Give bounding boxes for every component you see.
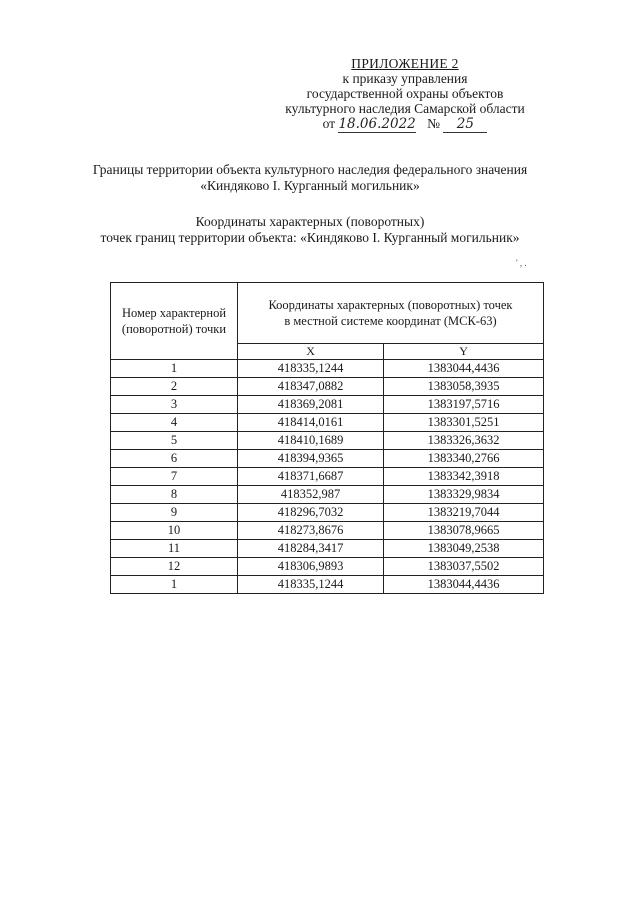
header-x: X bbox=[238, 344, 384, 360]
header-point-line-2: (поворотной) точки bbox=[121, 322, 227, 336]
cell-point: 9 bbox=[111, 504, 238, 522]
table-row bbox=[111, 576, 544, 594]
header-y: Y bbox=[384, 344, 544, 360]
header-coord-line-2: в местной системе координат (МСК-63) bbox=[284, 314, 497, 328]
appendix-title: ПРИЛОЖЕНИЕ 2 bbox=[351, 56, 459, 71]
cell-x: 418306,9893 bbox=[238, 558, 384, 576]
cell-point: 10 bbox=[111, 522, 238, 540]
appendix-line-1: к приказу управления bbox=[342, 71, 468, 86]
cell-point: 2 bbox=[111, 378, 238, 396]
scan-mark: ' , . bbox=[516, 258, 527, 268]
cell-y: 1383301,5251 bbox=[384, 414, 544, 432]
cell-x: 418369,2081 bbox=[238, 396, 384, 414]
document-heading bbox=[60, 162, 560, 194]
cell-x: 418296,7032 bbox=[238, 504, 384, 522]
header-coord-line-1: Координаты характерных (поворотных) точек bbox=[268, 298, 513, 312]
cell-x: 418347,0882 bbox=[238, 378, 384, 396]
heading-line-2: «Киндяково I. Курганный могильник» bbox=[200, 178, 420, 193]
cell-point: 8 bbox=[111, 486, 238, 504]
table-row bbox=[111, 468, 544, 486]
cell-y: 1383197,5716 bbox=[384, 396, 544, 414]
table-caption bbox=[60, 214, 560, 246]
cell-y: 1383340,2766 bbox=[384, 450, 544, 468]
cell-x: 418410,1689 bbox=[238, 432, 384, 450]
cell-x: 418352,987 bbox=[238, 486, 384, 504]
cell-y: 1383078,9665 bbox=[384, 522, 544, 540]
cell-x: 418371,6687 bbox=[238, 468, 384, 486]
cell-y: 1383058,3935 bbox=[384, 378, 544, 396]
order-date-number bbox=[250, 116, 560, 133]
table-row bbox=[111, 540, 544, 558]
cell-x: 418394,9365 bbox=[238, 450, 384, 468]
appendix-header bbox=[250, 56, 560, 133]
cell-point: 1 bbox=[111, 576, 238, 594]
cell-x: 418284,3417 bbox=[238, 540, 384, 558]
cell-y: 1383049,2538 bbox=[384, 540, 544, 558]
cell-y: 1383044,4436 bbox=[384, 576, 544, 594]
cell-x: 418335,1244 bbox=[238, 576, 384, 594]
cell-point: 3 bbox=[111, 396, 238, 414]
header-point-number bbox=[111, 283, 238, 360]
cell-y: 1383342,3918 bbox=[384, 468, 544, 486]
caption-line-1: Координаты характерных (поворотных) bbox=[195, 214, 425, 229]
cell-point: 12 bbox=[111, 558, 238, 576]
cell-point: 7 bbox=[111, 468, 238, 486]
table-row bbox=[111, 378, 544, 396]
cell-y: 1383329,9834 bbox=[384, 486, 544, 504]
order-date: 18.06.2022 bbox=[338, 116, 416, 132]
header-point-line-1: Номер характерной bbox=[121, 306, 227, 320]
cell-point: 1 bbox=[111, 360, 238, 378]
cell-y: 1383326,3632 bbox=[384, 432, 544, 450]
cell-point: 11 bbox=[111, 540, 238, 558]
cell-x: 418335,1244 bbox=[238, 360, 384, 378]
table-row bbox=[111, 558, 544, 576]
appendix-line-2: государственной охраны объектов bbox=[306, 86, 504, 101]
header-coordinates bbox=[238, 283, 544, 344]
order-number: 25 bbox=[443, 117, 487, 133]
table-row bbox=[111, 504, 544, 522]
cell-point: 5 bbox=[111, 432, 238, 450]
table-row bbox=[111, 486, 544, 504]
table-row bbox=[111, 450, 544, 468]
heading-line-1: Границы территории объекта культурного наследия федерального значения bbox=[92, 162, 528, 177]
coordinates-table bbox=[110, 282, 544, 594]
cell-x: 418273,8676 bbox=[238, 522, 384, 540]
cell-x: 418414,0161 bbox=[238, 414, 384, 432]
cell-y: 1383219,7044 bbox=[384, 504, 544, 522]
table-row bbox=[111, 432, 544, 450]
cell-y: 1383037,5502 bbox=[384, 558, 544, 576]
caption-line-2: точек границ территории объекта: «Киндяково I. Курганный могильник» bbox=[100, 230, 520, 245]
cell-point: 6 bbox=[111, 450, 238, 468]
date-prefix: от bbox=[322, 116, 336, 131]
table-row bbox=[111, 396, 544, 414]
appendix-line-3: культурного наследия Самарской области bbox=[285, 101, 525, 116]
table-row bbox=[111, 522, 544, 540]
table-row bbox=[111, 414, 544, 432]
table-row bbox=[111, 360, 544, 378]
number-prefix: № bbox=[427, 116, 441, 131]
cell-point: 4 bbox=[111, 414, 238, 432]
cell-y: 1383044,4436 bbox=[384, 360, 544, 378]
